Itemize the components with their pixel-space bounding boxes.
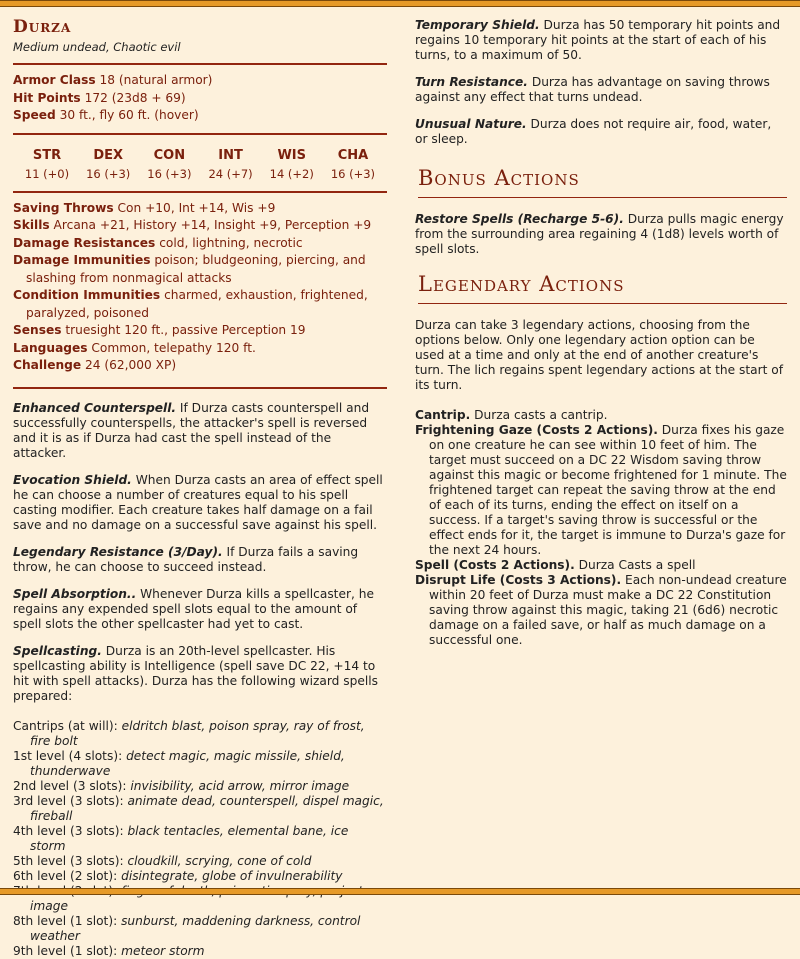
- prop-challenge: Challenge 24 (62,000 XP): [13, 358, 177, 372]
- bonus-action-restore-spells: Restore Spells (Recharge 5-6). Durza pulls magic energy from the surrounding area regaining 4 (1d8) levels worth of spell slots.: [415, 212, 784, 256]
- trait-enhanced-counterspell: Enhanced Counterspell. If Durza casts counterspell and successfully counterspells, the attacker's spell is reversed and it is as if Durza had cast the spell instead of the attacker.: [13, 400, 370, 460]
- ability-scores: [13, 142, 387, 186]
- trait-legendary-resistance: Legendary Resistance (3/Day). If Durza fails a saving throw, he can choose to succeed instead.: [13, 544, 359, 574]
- spell-list: [13, 719, 387, 959]
- ability-con: CON 16 (+3): [147, 147, 192, 181]
- stat-speed: Speed 30 ft., fly 60 ft. (hover): [13, 108, 199, 122]
- prop-damage-immunities: Damage Immunities poison; bludgeoning, piercing, and slashing from nonmagical attacks: [13, 253, 366, 285]
- spell-line: 3rd level (3 slots): animate dead, counterspell, dispel magic, fireball: [13, 793, 384, 823]
- legendary-actions-heading: Legendary Actions: [418, 271, 787, 304]
- prop-languages: Languages Common, telepathy 120 ft.: [13, 340, 256, 355]
- spell-line: 6th level (2 slot): disintegrate, globe of invulnerability: [13, 868, 343, 883]
- left-column: [13, 14, 387, 959]
- trait-spell-absorption: Spell Absorption.. Whenever Durza kills a spellcaster, he regains any expended spell slots equal to the amount of spell slots the other spellcaster had yet to cast.: [13, 586, 374, 631]
- basic-stats: [13, 72, 387, 125]
- prop-saving-throws: Saving Throws Con +10, Int +14, Wis +9: [13, 200, 276, 215]
- spell-line: 1st level (4 slots): detect magic, magic missile, shield, thunderwave: [13, 748, 345, 778]
- spell-line: 5th level (3 slots): cloudkill, scrying, cone of cold: [13, 853, 312, 868]
- bottom-border: [0, 888, 800, 895]
- ability-int: INT 24 (+7): [208, 147, 253, 181]
- prop-senses: Senses truesight 120 ft., passive Perception 19: [13, 323, 306, 337]
- stat-armor-class: Armor Class 18 (natural armor): [13, 73, 213, 87]
- spell-line: 2nd level (3 slots): invisibility, acid arrow, mirror image: [13, 778, 350, 793]
- trait-turn-resistance: Turn Resistance. Durza has advantage on saving throws against any effect that turns undead.: [415, 75, 770, 104]
- bonus-actions-heading: Bonus Actions: [418, 165, 787, 198]
- trait-temporary-shield: Temporary Shield. Durza has 50 temporary hit points and regains 10 temporary hit points at the start of each of his turns, to a maximum of 50.: [415, 18, 781, 62]
- legendary-intro: Durza can take 3 legendary actions, choosing from the options below. Only one legendary action option can be used at a time and only at the end of another creature's turn. The lich regains spent legendary actions at the start of its turn.: [415, 318, 784, 392]
- spell-line: 8th level (1 slot): sunburst, maddening darkness, control weather: [13, 913, 361, 943]
- monster-subtitle: Medium undead, Chaotic evil: [13, 40, 181, 54]
- legendary-action-frightening-gaze: Frightening Gaze (Costs 2 Actions). Durza fixes his gaze on one creature he can see within 10 feet of him. The target must succeed on a DC 22 Wisdom saving throw against this magic or become frightened for 1 minute. The frightened target can repeat the saving throw at the end of each of its turns, ending the effect on itself on a success. If a target's saving throw is successful or the effect ends for it, the target is immune to Durza's gaze for the next 24 hours.: [415, 423, 787, 557]
- spell-line: 9th level (1 slot): meteor storm: [13, 943, 205, 958]
- spell-line: 4th level (3 slots): black tentacles, elemental bane, ice storm: [13, 823, 349, 853]
- divider: [13, 191, 387, 193]
- ability-dex: DEX 16 (+3): [86, 147, 131, 181]
- trait-spellcasting: Spellcasting. Durza is an 20th-level spellcaster. His spellcasting ability is Intelligence (spell save DC 22, +14 to hit with spell attacks). Durza has the following wizard spells prepared:: [13, 643, 378, 703]
- ability-wis: WIS 14 (+2): [269, 147, 314, 181]
- prop-skills: Skills Arcana +21, History +14, Insight +9, Perception +9: [13, 218, 372, 232]
- traits: [13, 401, 387, 704]
- spell-line: image: [30, 898, 68, 913]
- divider: [13, 387, 387, 389]
- ability-str: STR 11 (+0): [24, 147, 70, 181]
- properties: [13, 200, 387, 375]
- divider: [13, 63, 387, 65]
- spell-line: Cantrips (at will): eldritch blast, poison spray, ray of frost, fire bolt: [13, 718, 365, 748]
- stat-hit-points: Hit Points 172 (23d8 + 69): [13, 90, 186, 105]
- ability-cha: CHA 16 (+3): [330, 147, 376, 181]
- prop-condition-immunities: Condition Immunities charmed, exhaustion, frightened, paralyzed, poisoned: [13, 288, 368, 320]
- prop-damage-resistances: Damage Resistances cold, lightning, necrotic: [13, 235, 303, 250]
- monster-name: Durza: [13, 17, 72, 37]
- divider: [13, 133, 387, 135]
- right-column: [415, 18, 787, 648]
- trait-unusual-nature: Unusual Nature. Durza does not require air, food, water, or sleep.: [415, 117, 772, 146]
- legendary-action-disrupt-life: Disrupt Life (Costs 3 Actions). Each non-undead creature within 20 feet of Durza must make a DC 22 Constitution saving throw against this magic, taking 21 (6d6) necrotic damage on a failed save, or half as much damage on a successful one.: [415, 573, 787, 647]
- trait-evocation-shield: Evocation Shield. When Durza casts an area of effect spell he can choose a number of creatures equal to his spell casting modifier. Each creature takes half damage on a fail save and no damage on a successful save against his spell.: [13, 472, 383, 532]
- legendary-action-cantrip: Cantrip. Durza casts a cantrip.: [415, 408, 608, 422]
- legendary-action-spell: Spell (Costs 2 Actions). Durza Casts a spell: [415, 558, 696, 572]
- legendary-action-list: [415, 408, 787, 648]
- top-border: [0, 0, 800, 7]
